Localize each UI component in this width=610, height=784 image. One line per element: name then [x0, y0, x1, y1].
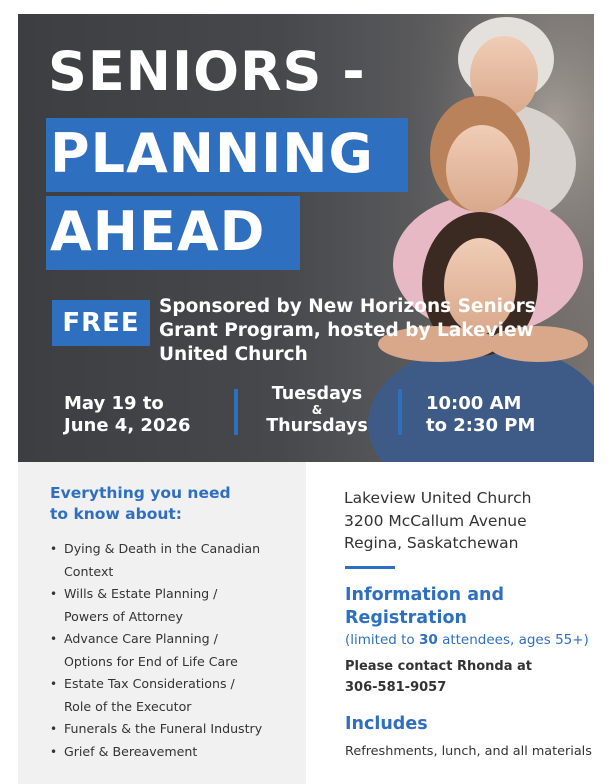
registration-heading-line: Information and — [345, 585, 505, 605]
topics-heading-line: Everything you need — [50, 484, 231, 502]
registration-heading — [345, 584, 585, 630]
sponsor-line: Sponsored by New Horizons Seniors — [159, 296, 536, 317]
list-item — [50, 741, 300, 764]
topic-line: Context — [64, 563, 114, 579]
days-line: Thursdays — [266, 416, 368, 436]
list-item — [50, 628, 300, 673]
topic-line: Options for End of Life Care — [64, 653, 238, 669]
topics-heading — [50, 483, 290, 525]
includes-heading: Includes — [345, 714, 428, 734]
venue-address — [344, 487, 531, 555]
dates-line: June 4, 2026 — [64, 415, 191, 436]
contact-line: Please contact Rhonda at — [345, 659, 533, 674]
topic-line: Powers of Attorney — [64, 608, 183, 624]
vertical-divider — [234, 389, 238, 435]
topic-line: Dying & Death in the Canadian — [64, 541, 261, 556]
event-days — [264, 385, 370, 436]
sponsor-line: United Church — [159, 344, 308, 365]
sponsor-text — [159, 295, 579, 367]
event-times — [426, 393, 535, 437]
list-item — [50, 673, 300, 718]
contact-info — [345, 656, 532, 698]
limit-suffix: attendees, ages 55+) — [437, 632, 589, 648]
bullet-icon: • — [50, 722, 58, 736]
registration-heading-line: Registration — [345, 608, 467, 628]
list-item — [50, 583, 300, 628]
bullet-icon: • — [50, 542, 58, 556]
venue-name: Lakeview United Church — [344, 489, 532, 507]
event-dates — [64, 393, 191, 437]
days-ampersand: & — [311, 403, 323, 417]
list-item — [50, 718, 300, 741]
attendance-limit — [345, 631, 589, 649]
topic-line: Role of the Executor — [64, 698, 192, 714]
title-line-1: SENIORS - — [48, 40, 366, 103]
topics-heading-line: to know about: — [50, 505, 183, 523]
includes-text: Refreshments, lunch, and all materials — [345, 744, 592, 759]
venue-city: Regina, Saskatchewan — [344, 534, 519, 552]
vertical-divider — [398, 389, 402, 435]
title-line-2: PLANNING — [50, 122, 374, 185]
days-line: Tuesdays — [271, 384, 363, 404]
topic-line: Grief & Bereavement — [64, 743, 198, 759]
topic-list — [50, 538, 300, 763]
title-line-3: AHEAD — [50, 200, 266, 263]
times-line: to 2:30 PM — [426, 415, 536, 436]
venue-street: 3200 McCallum Avenue — [344, 511, 527, 530]
bullet-icon: • — [50, 587, 58, 601]
limit-number: 30 — [418, 632, 438, 648]
list-item — [50, 538, 300, 583]
topic-line: Funerals & the Funeral Industry — [64, 721, 263, 736]
section-divider — [345, 566, 395, 569]
topics-panel — [18, 462, 306, 784]
bullet-icon: • — [50, 744, 58, 759]
times-line: 10:00 AM — [426, 393, 522, 414]
contact-phone: 306-581-9057 — [345, 680, 447, 695]
free-badge: FREE — [52, 300, 150, 346]
bullet-icon: • — [50, 677, 58, 691]
topic-line: Wills & Estate Planning / — [64, 586, 218, 601]
dates-line: May 19 to — [64, 393, 164, 414]
sponsor-line: Grant Program, hosted by Lakeview — [159, 320, 534, 341]
bullet-icon: • — [50, 632, 58, 646]
topic-line: Estate Tax Considerations / — [64, 676, 235, 691]
limit-prefix: (limited to — [345, 632, 419, 648]
hero-banner — [18, 14, 594, 462]
topic-line: Advance Care Planning / — [64, 631, 218, 646]
